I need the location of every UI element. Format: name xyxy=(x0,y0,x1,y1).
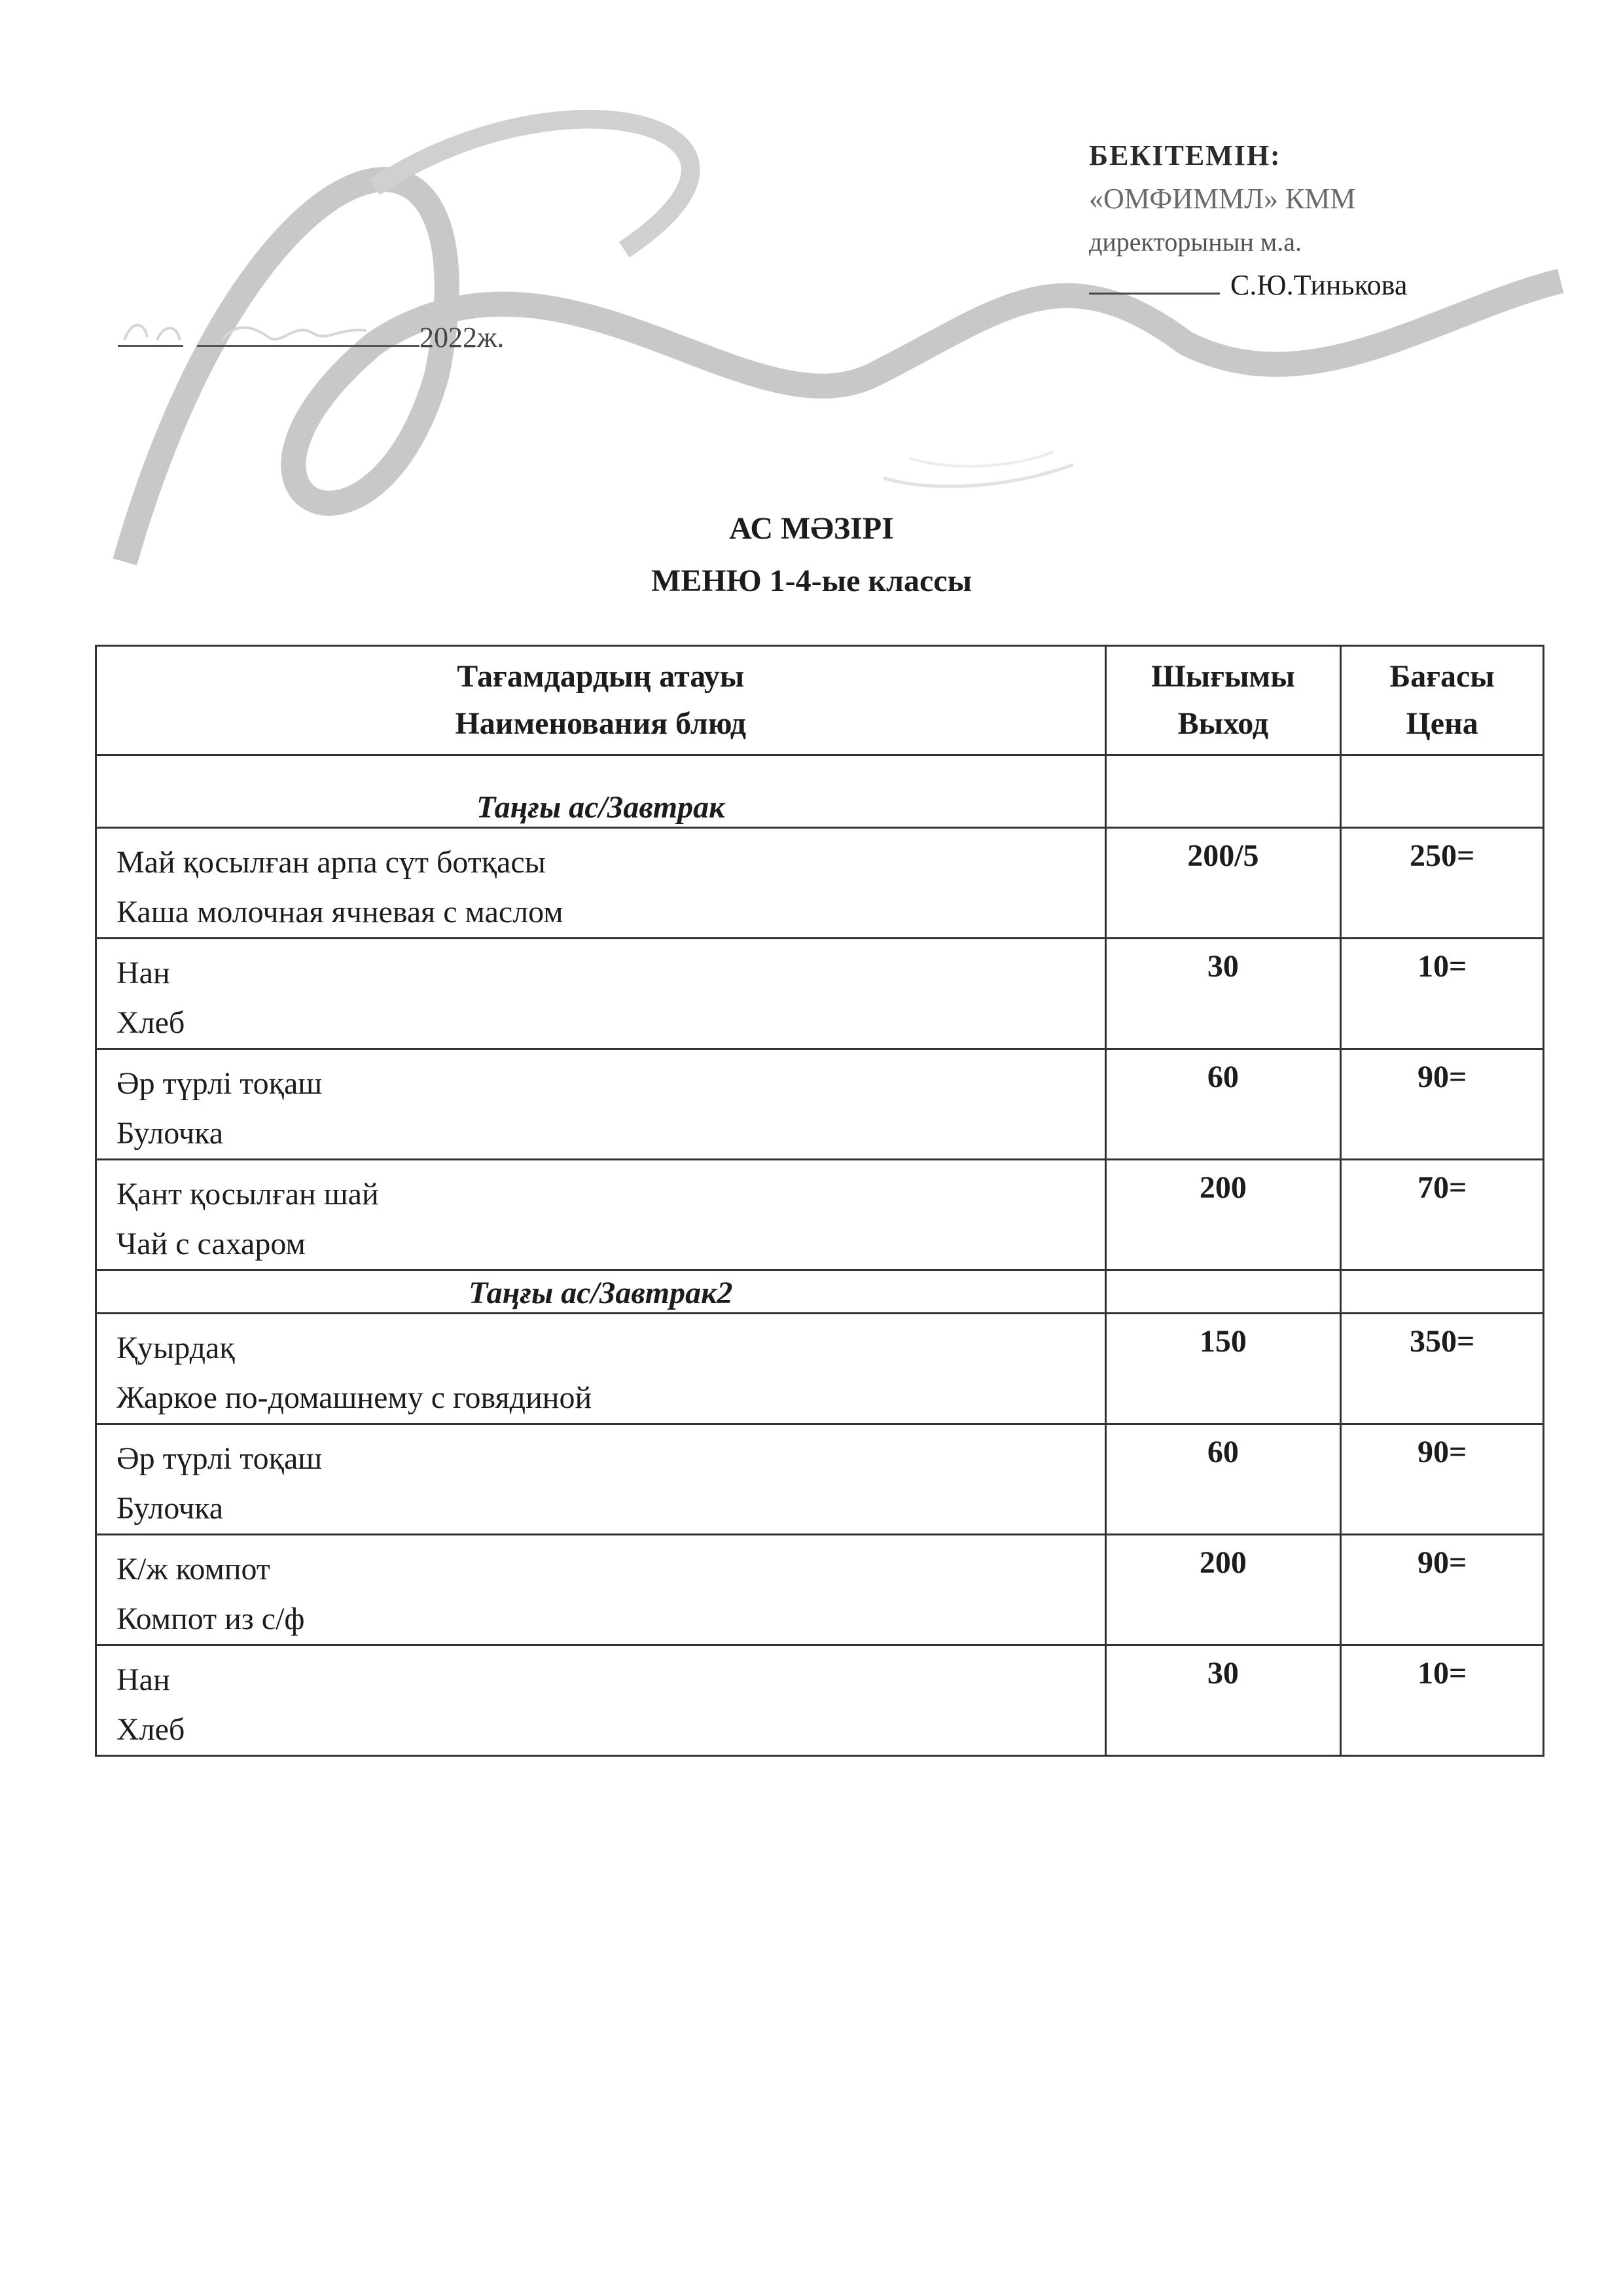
dish-output: 60 xyxy=(1105,1049,1341,1160)
dish-output: 30 xyxy=(1105,1645,1341,1756)
header-output xyxy=(1105,646,1341,755)
dish-name-cell xyxy=(96,1535,1106,1645)
dish-name-ru: Компот из с/ф xyxy=(116,1602,305,1636)
dish-price: 90= xyxy=(1341,1535,1544,1645)
header-dish-name-kz: Тағамдардың атауы xyxy=(457,659,745,694)
dish-price: 70= xyxy=(1341,1160,1544,1270)
dish-price: 10= xyxy=(1341,1645,1544,1756)
dish-output: 150 xyxy=(1105,1314,1341,1424)
dish-name-cell xyxy=(96,939,1106,1049)
dish-name-kz: Май қосылған арпа сүт ботқасы xyxy=(116,845,546,880)
dish-name-kz: Қант қосылған шай xyxy=(116,1177,379,1211)
header-price-kz: Бағасы xyxy=(1389,659,1495,694)
dish-price: 90= xyxy=(1341,1424,1544,1535)
table-row xyxy=(96,1424,1544,1535)
dish-name-kz: К/ж компот xyxy=(116,1552,270,1587)
header-dish-name xyxy=(96,646,1106,755)
menu-title-ru: МЕНЮ 1-4-ые классы xyxy=(651,564,972,598)
menu-title-kz: АС МӘЗІРІ xyxy=(729,511,894,546)
table-row xyxy=(96,828,1544,939)
section-empty-cell xyxy=(1341,1270,1544,1314)
header-dish-name-ru: Наименования блюд xyxy=(455,706,747,741)
dish-price: 90= xyxy=(1341,1049,1544,1160)
header-output-ru: Выход xyxy=(1177,706,1269,741)
date-year: 2022ж. xyxy=(419,321,505,353)
menu-table xyxy=(95,645,1544,1757)
dish-name-kz: Әр түрлі тоқаш xyxy=(116,1066,323,1101)
signature-underline xyxy=(1089,266,1220,295)
dish-name-cell xyxy=(96,1424,1106,1535)
approval-position: директорынын м.а. xyxy=(1089,227,1302,257)
section-title: Таңғы ас/Завтрак2 xyxy=(96,1270,1106,1314)
dish-name-cell xyxy=(96,1314,1106,1424)
table-row xyxy=(96,1645,1544,1756)
dish-name-ru: Булочка xyxy=(116,1116,224,1151)
header-price xyxy=(1341,646,1544,755)
header-output-kz: Шығымы xyxy=(1151,659,1295,694)
table-row xyxy=(96,939,1544,1049)
dish-name-ru: Жаркое по-домашнему с говядиной xyxy=(116,1380,592,1415)
dish-name-kz: Нан xyxy=(116,956,170,990)
table-row xyxy=(96,1314,1544,1424)
section-title: Таңғы ас/Завтрак xyxy=(96,755,1106,828)
dish-name-kz: Нан xyxy=(116,1662,170,1697)
dish-name-ru: Булочка xyxy=(116,1491,224,1526)
dish-output: 200/5 xyxy=(1105,828,1341,939)
section-empty-cell xyxy=(1105,1270,1341,1314)
dish-name-ru: Чай с сахаром xyxy=(116,1227,306,1261)
section-row xyxy=(96,1270,1544,1314)
section-row xyxy=(96,755,1544,828)
dish-price: 350= xyxy=(1341,1314,1544,1424)
table-row xyxy=(96,1535,1544,1645)
approval-block xyxy=(1089,134,1407,307)
dish-name-cell xyxy=(96,1160,1106,1270)
dish-name-ru: Хлеб xyxy=(116,1712,185,1747)
dish-name-ru: Хлеб xyxy=(116,1005,185,1040)
approval-signature-line xyxy=(1089,264,1407,307)
dish-name-cell xyxy=(96,1049,1106,1160)
approval-organization: «ОМФИММЛ» КММ xyxy=(1089,183,1356,215)
dish-name-kz: Қуырдақ xyxy=(116,1331,235,1365)
table-row xyxy=(96,1160,1544,1270)
table-row xyxy=(96,1049,1544,1160)
dish-name-kz: Әр түрлі тоқаш xyxy=(116,1441,323,1476)
section-empty-cell xyxy=(1105,755,1341,828)
dish-price: 10= xyxy=(1341,939,1544,1049)
dish-output: 30 xyxy=(1105,939,1341,1049)
approval-title: БЕКІТЕМІН: xyxy=(1089,139,1281,171)
dish-output: 200 xyxy=(1105,1535,1341,1645)
date-handwriting-icon xyxy=(118,301,419,360)
dish-price: 250= xyxy=(1341,828,1544,939)
faint-stamp-icon xyxy=(870,419,1086,497)
dish-name-cell xyxy=(96,1645,1106,1756)
dish-output: 200 xyxy=(1105,1160,1341,1270)
table-header-row xyxy=(96,646,1544,755)
dish-output: 60 xyxy=(1105,1424,1341,1535)
dish-name-ru: Каша молочная ячневая с маслом xyxy=(116,895,563,929)
section-empty-cell xyxy=(1341,755,1544,828)
date-line xyxy=(118,321,504,354)
dish-name-cell xyxy=(96,828,1106,939)
header-price-ru: Цена xyxy=(1406,706,1478,741)
approver-name: С.Ю.Тинькова xyxy=(1230,269,1408,301)
